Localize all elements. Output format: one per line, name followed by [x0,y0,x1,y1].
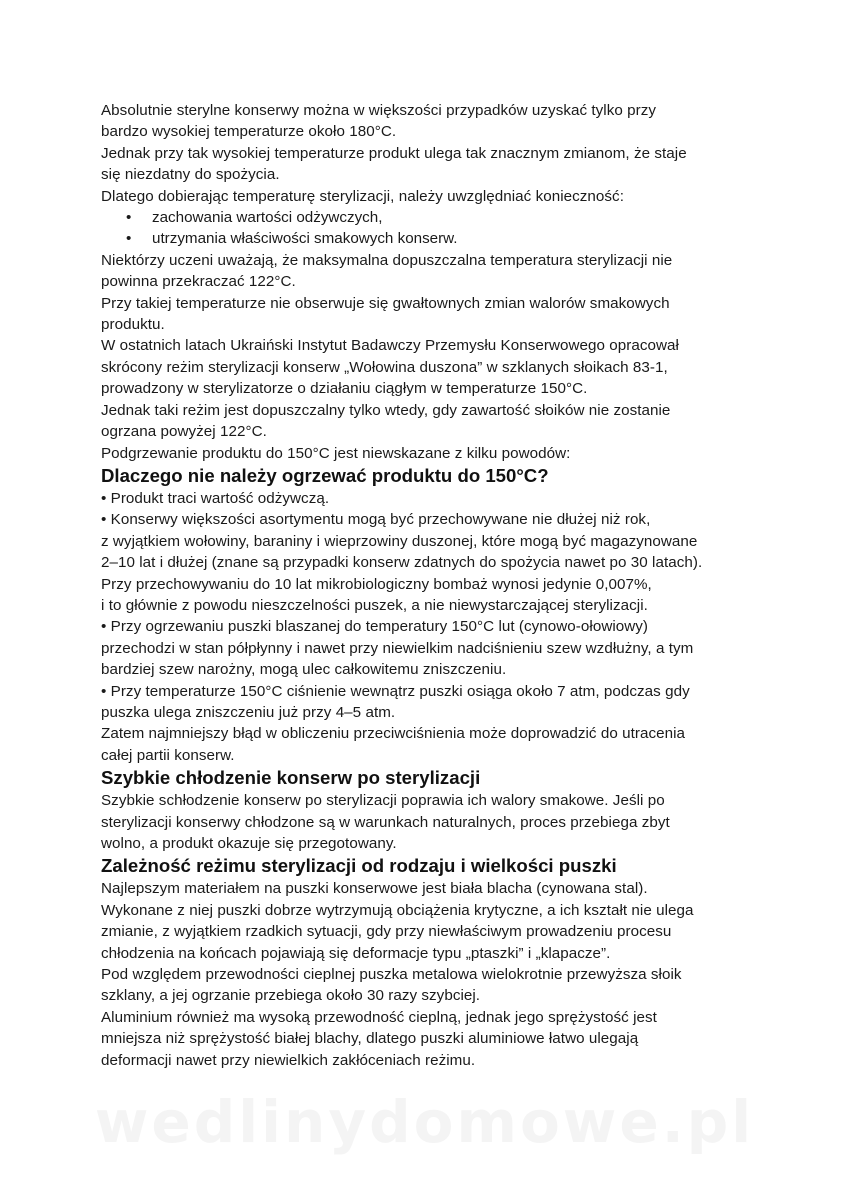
text-line: Podgrzewanie produktu do 150°C jest niewskazane z kilku powodów: [101,444,571,462]
text-line: wolno, a produkt okazuje się przegotowany. [101,835,397,852]
section-body-fast-cooling [101,790,761,854]
text-line: powinna przekraczać 122°C. [101,273,296,291]
text-line: • Przy temperaturze 150°C ciśnienie wewnątrz puszki osiąga około 7 atm, podczas gdy [101,682,690,700]
text-line: Niektórzy uczeni uważają, że maksymalna dopuszczalna temperatura sterylizacji nie [101,251,673,269]
text-line: Zatem najmniejszy błąd w obliczeniu przeciwciśnienia może doprowadzić do utracenia [101,725,686,743]
text-line: sterylizacji konserwy chłodzone są w warunkach naturalnych, proces przebiega zbyt [101,813,670,831]
intro-continuation [101,250,761,464]
text-line: bardziej szew narożny, mogą ulec całkowitemu zniszczeniu. [101,661,507,679]
text-line: skrócony reżim sterylizacji konserw „Wołowina duszona” w szklanych słoikach 83-1, [101,358,668,376]
watermark: wedlinydomowe.pl [94,1088,755,1156]
text-line: przechodzi w stan półpłynny i nawet przy niewielkim nadciśnieniu szew wzdłużny, a tym [101,639,694,657]
text-line: szklany, a jej ogrzanie przebiega około 30 razy szybciej. [101,987,481,1005]
section-heading-fast-cooling: Szybkie chłodzenie konserw po sterylizacji [101,767,481,789]
section-heading-can-type: Zależność reżimu sterylizacji od rodzaju i wielkości puszki [101,855,617,877]
text-line: Wykonane z niej puszki dobrze wytrzymują obciążenia krytyczne, a ich kształt nie ulega [101,901,694,919]
document-page [101,100,761,1071]
text-line: produktu. [101,316,165,334]
list-item [101,207,761,228]
section-heading-why-not-150: Dlaczego nie należy ogrzewać produktu do 150°C? [101,464,549,486]
text-line: Przy takiej temperaturze nie obserwuje się gwałtownych zmian walorów smakowych [101,294,670,312]
text-line: Jednak taki reżim jest dopuszczalny tylko wtedy, gdy zawartość słoików nie zostanie [101,401,671,419]
text-line: W ostatnich latach Ukraiński Instytut Badawczy Przemysłu Konserwowego opracował [101,337,679,355]
text-line: • Produkt traci wartość odżywczą. [101,489,330,507]
section-body-can-type [101,878,761,1071]
intro-paragraph [101,100,761,207]
text-line: • Konserwy większości asortymentu mogą być przechowywane nie dłużej niż rok, [101,511,651,529]
text-line: Jednak przy tak wysokiej temperaturze produkt ulega tak znacznym zmianom, że staje [101,144,687,162]
text-line: Najlepszym materiałem na puszki konserwowe jest biała blacha (cynowana stal). [101,880,648,898]
text-line: Absolutnie sterylne konserwy można w większości przypadków uzyskać tylko przy [101,102,657,119]
text-line: i to głównie z powodu nieszczelności puszek, a nie niewystarczającej sterylizacji. [101,596,648,614]
text-line: mniejsza niż sprężystość białej blachy, dlatego puszki aluminiowe łatwo ulegają [101,1030,639,1048]
text-line: Pod względem przewodności cieplnej puszka metalowa wielokrotnie przewyższa słoik [101,966,682,984]
text-line: Aluminium również ma wysoką przewodność cieplną, jednak jego sprężystość jest [101,1008,657,1026]
text-line: się niezdatny do spożycia. [101,166,280,184]
text-line: prowadzony w sterylizatorze o działaniu ciągłym w temperaturze 150°C. [101,380,588,398]
list-item-text: zachowania wartości odżywczych, [152,209,383,227]
text-line: chłodzenia na końcach pojawiają się deformacje typu „ptaszki” i „klapacze”. [101,944,611,962]
list-item-text: utrzymania właściwości smakowych konserw. [152,230,458,248]
requirements-list [101,207,761,250]
text-line: z wyjątkiem wołowiny, baraniny i wieprzowiny duszonej, które mogą być magazynowane [101,532,698,550]
text-line: całej partii konserw. [101,746,235,764]
text-line: Dlatego dobierając temperaturę sterylizacji, należy uwzględniać konieczność: [101,187,624,205]
text-line: bardzo wysokiej temperaturze około 180°C. [101,123,397,141]
list-item [101,228,761,249]
text-line: ogrzana powyżej 122°C. [101,423,267,441]
text-line: • Przy ogrzewaniu puszki blaszanej do temperatury 150°C lut (cynowo-ołowiowy) [101,618,649,636]
section-body-why-not-150 [101,488,761,766]
bullet-icon: • [126,209,132,227]
text-line: Przy przechowywaniu do 10 lat mikrobiologiczny bombaż wynosi jedynie 0,007%, [101,575,652,593]
bullet-icon: • [126,230,132,248]
text-line: Szybkie schłodzenie konserw po sterylizacji poprawia ich walory smakowe. Jeśli po [101,792,665,810]
text-line: deformacji nawet przy niewielkich zakłóceniach reżimu. [101,1051,476,1069]
text-line: zmianie, z wyjątkiem rzadkich sytuacji, gdy przy niewłaściwym prowadzeniu procesu [101,923,672,941]
text-line: puszka ulega zniszczeniu już przy 4–5 atm. [101,703,396,721]
text-line: 2–10 lat i dłużej (znane są przypadki konserw zdatnych do spożycia nawet po 30 latach). [101,554,703,572]
